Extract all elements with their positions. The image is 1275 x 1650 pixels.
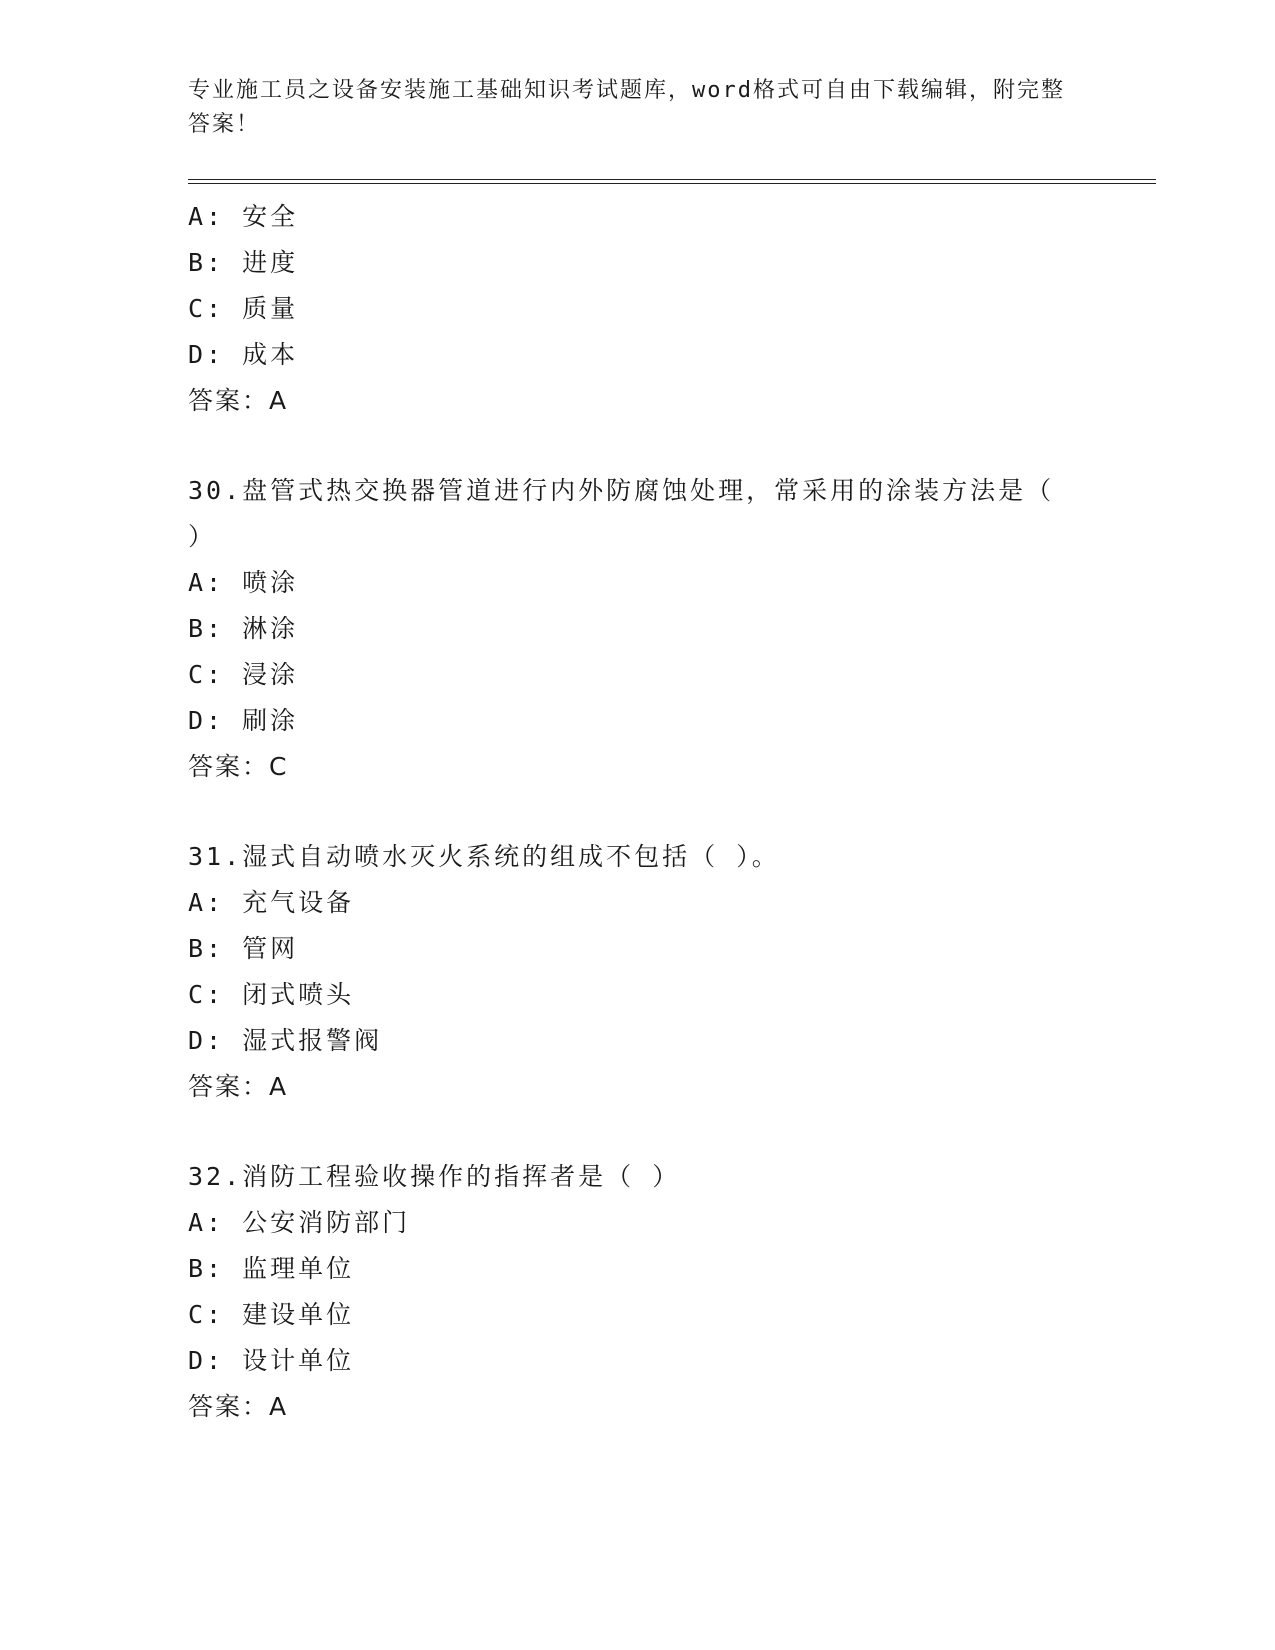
question-stem: 31.湿式自动喷水灭火系统的组成不包括（ ）。 [188, 842, 780, 871]
option-d: D: 刷涂 [188, 706, 299, 735]
option-d: D: 湿式报警阀 [188, 1026, 383, 1055]
option-b: B: 监理单位 [188, 1254, 355, 1283]
header-divider-bottom [188, 183, 1156, 184]
option-b: B: 淋涂 [188, 614, 299, 643]
option-a: A: 喷涂 [188, 568, 299, 597]
question-32 [188, 1154, 1088, 1430]
option-c: C: 建设单位 [188, 1300, 355, 1329]
option-d: D: 设计单位 [188, 1346, 355, 1375]
question-31 [188, 834, 1088, 1110]
option-c: C: 浸涂 [188, 660, 299, 689]
answer: 答案：A [188, 386, 289, 415]
option-a: A: 公安消防部门 [188, 1208, 411, 1237]
option-c: C: 质量 [188, 294, 299, 323]
answer: 答案：A [188, 1072, 289, 1101]
question-list [188, 194, 1088, 1430]
option-b: B: 进度 [188, 248, 299, 277]
option-c: C: 闭式喷头 [188, 980, 355, 1009]
option-d: D: 成本 [188, 340, 299, 369]
answer: 答案：C [188, 752, 289, 781]
option-a: A: 安全 [188, 202, 299, 231]
document-header: 专业施工员之设备安装施工基础知识考试题库，word格式可自由下载编辑，附完整答案！ [188, 78, 1065, 137]
option-b: B: 管网 [188, 934, 299, 963]
header-divider-top [188, 179, 1156, 180]
question-stem: 32.消防工程验收操作的指挥者是（ ） [188, 1162, 681, 1191]
answer: 答案：A [188, 1392, 289, 1421]
option-a: A: 充气设备 [188, 888, 355, 917]
question-29-continued [188, 194, 1088, 424]
question-30 [188, 468, 1088, 790]
question-stem: 30.盘管式热交换器管道进行内外防腐蚀处理，常采用的涂装方法是（ ） [188, 476, 1055, 551]
